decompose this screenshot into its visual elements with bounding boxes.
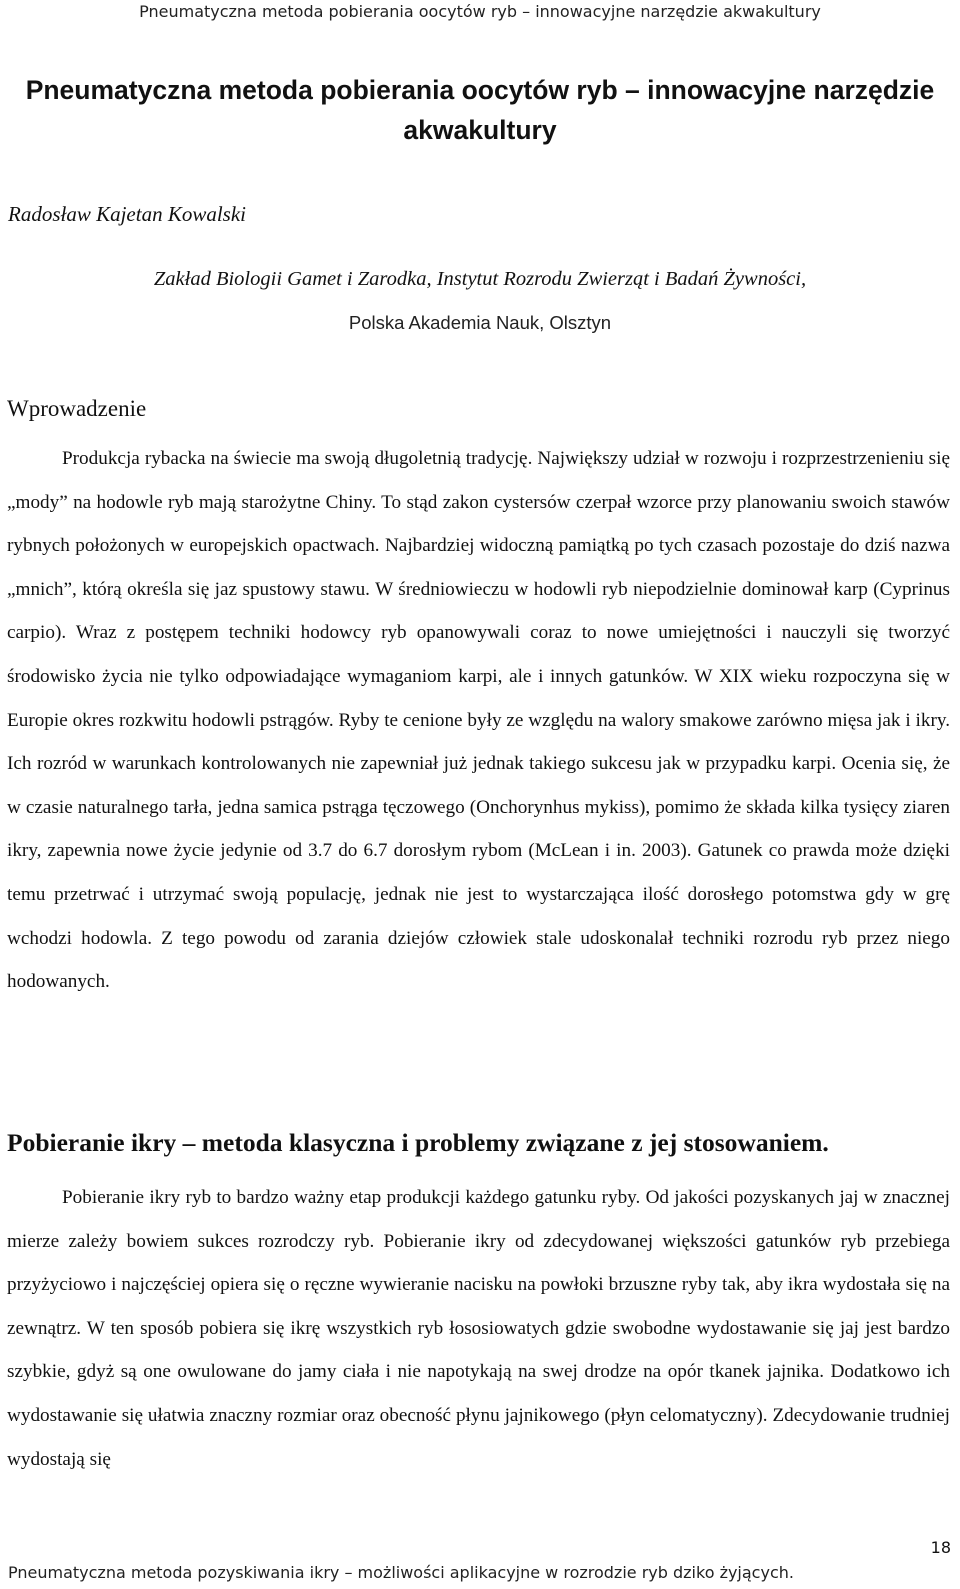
running-footer: Pneumatyczna metoda pozyskiwania ikry – możliwości aplikacyjne w rozrodzie ryb dziko żyjących. [8,1563,794,1582]
egg-collection-paragraph [7,1176,950,1481]
author-name: Radosław Kajetan Kowalski [8,202,247,226]
affiliation-institute: Zakład Biologii Gamet i Zarodka, Instytut Rozrodu Zwierząt i Badań Żywności, [153,268,807,290]
section-heading-introduction: Wprowadzenie [7,396,147,421]
running-header: Pneumatyczna metoda pobierania oocytów ryb – innowacyjne narzędzie akwakultury [139,2,821,21]
introduction-paragraph [7,437,950,1004]
introduction-text: Produkcja rybacka na świecie ma swoją długoletnią tradycję. Największy udział w rozwoju i rozprzestrzenieniu się „mody” na hodowle ryb mają starożytne Chiny. To stąd zakon cystersów czerpał wzorce przy planowaniu swoich stawów rybnych położonych w europejskich opactwach. Najbardziej widoczną pamiątką po tych czasach pozostaje do dziś nazwa „mnich”, którą określa się jaz spustowy stawu. W średniowieczu w hodowli ryb niepodzielnie dominował karp (Cyprinus carpio). Wraz z postępem techniki hodowcy ryb opanowywali coraz to nowe umiejętności i nauczyli się tworzyć środowisko życia nie tylko odpowiadające wymaganiom karpi, ale i innych gatunków. W XIX wieku rozpoczyna się w Europie okres rozkwitu hodowli pstrągów. Ryby te cenione były ze względu na walory smakowe zarówno mięsa jak i ikry. Ich rozród w warunkach kontrolowanych nie zapewniał już jednak takiego sukcesu jak w przypadku karpi. Ocenia się, że w czasie naturalnego tarła, jedna samica pstrąga tęczowego (Onchorynhus mykiss), pomimo że składa kilka tysięcy ziaren ikry, zapewnia nowe życie jedynie od 3.7 do 6.7 dorosłym rybom (McLean i in. 2003). Gatunek co prawda może dzięki temu przetrwać i utrzymać swoją populację, jednak nie jest to wystarczająca ilość dorosłego potomstwa gdy w grę wchodzi hodowla. Z tego powodu od zarania dziejów człowiek stale udoskonalał techniki rozrodu ryb przez niego hodowanych. [7,448,950,993]
section-heading-egg-collection: Pobieranie ikry – metoda klasyczna i problemy związane z jej stosowaniem. [7,1128,829,1157]
article-title: Pneumatyczna metoda pobierania oocytów ryb – innowacyjne narzędzie akwakultury [25,75,935,145]
affiliation-academy: Polska Akademia Nauk, Olsztyn [348,312,612,333]
page-number: 18 [930,1538,951,1557]
egg-collection-text: Pobieranie ikry ryb to bardzo ważny etap produkcji każdego gatunku ryby. Od jakości pozyskanych jaj w znacznej mierze zależy bowiem sukces rozrodczy ryb. Pobieranie ikry od zdecydowanej większości gatunków ryb przebiega przyżyciowo i najczęściej opiera się o ręczne wywieranie nacisku na powłoki brzuszne ryby tak, aby ikra wydostała się na zewnątrz. W ten sposób pobiera się ikrę wszystkich ryb łososiowatych gdzie swobodne wydostawanie się jaj jest bardzo szybkie, gdyż są one owulowane do jamy ciała i nie napotykają na swej drodze na opór tkanek jajnika. Dodatkowo ich wydostawanie się ułatwia znaczny rozmiar oraz obecność płynu jajnikowego (płyn celomatyczny). Zdecydowanie trudniej wydostają się [7,1187,950,1470]
